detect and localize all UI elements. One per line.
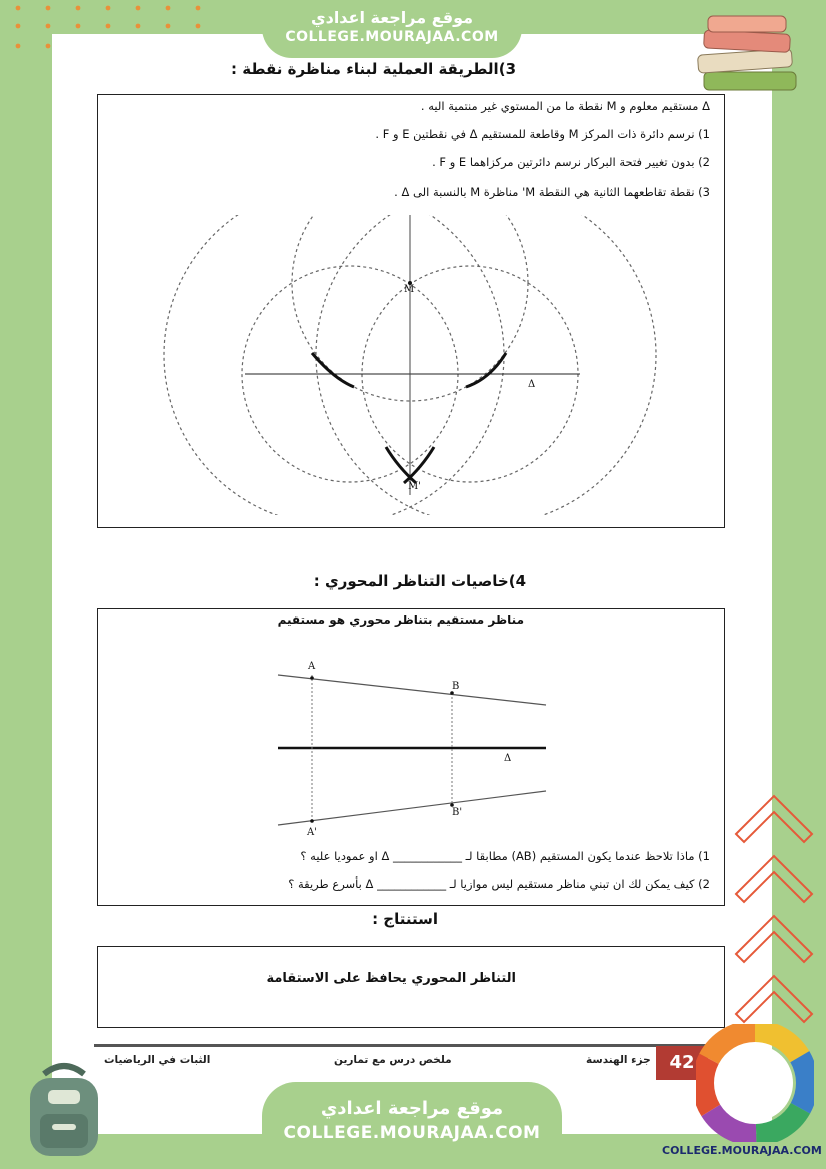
large-circle-left xyxy=(164,185,504,525)
site-badge-top[interactable] xyxy=(262,0,522,58)
label-b-prime: B' xyxy=(452,807,463,818)
line-a-prime-b-prime xyxy=(278,791,546,825)
site-name: موقع مراجعة اعدادي xyxy=(310,8,474,27)
label-b: B xyxy=(452,681,460,692)
label-delta: Δ xyxy=(504,753,512,764)
label-m-prime: M' xyxy=(408,481,421,492)
section3-box xyxy=(97,94,725,528)
site-domain: COLLEGE.MOURAJAA.COM xyxy=(283,1123,541,1143)
footer-center: ملخص درس مع تمارين xyxy=(334,1054,452,1066)
conclusion-box xyxy=(97,946,725,1028)
section4-box xyxy=(97,608,725,906)
site-logo-icon[interactable] xyxy=(696,1024,814,1142)
site-name: موقع مراجعة اعدادي xyxy=(320,1098,504,1119)
logo-text: COLLEGE.MOURAJAA.COM xyxy=(662,1144,822,1157)
label-a-prime: A' xyxy=(307,827,317,838)
instruction-line: Δ مستقيم معلوم و M نقطة ما من المستوي غير منتمية اليه . xyxy=(420,99,710,113)
arc-mprime-right xyxy=(404,447,434,483)
arc-f xyxy=(466,353,506,387)
backpack-icon xyxy=(14,1060,114,1160)
line-ab xyxy=(278,675,546,705)
section4-heading: 4)خاصيات التناظر المحوري : xyxy=(313,572,526,590)
box-title: مناظر مستقيم بتناظر محوري هو مستقيم xyxy=(277,613,524,627)
conclusion-text: التناظر المحوري يحافظ على الاستقامة xyxy=(266,971,516,986)
question-line: 2) كيف يمكن لك ان تبني مناظر مستقيم ليس موازيا لـ ____________ Δ بأسرع طريقة ؟ xyxy=(288,877,710,891)
point-a xyxy=(310,676,314,680)
instruction-line: 1) نرسم دائرة ذات المركز M وقاطعة للمستقيم Δ في نقطتين E و F . xyxy=(375,127,710,141)
instruction-line: 2) بدون تغيير فتحة البركار نرسم دائرتين مركزاهما E و F . xyxy=(432,155,710,169)
books-icon xyxy=(694,12,804,96)
site-badge-bottom[interactable] xyxy=(262,1082,562,1169)
footer-divider xyxy=(94,1044,726,1047)
label-m: M xyxy=(404,284,415,295)
label-delta: Δ xyxy=(528,379,536,390)
instruction-line: 3) نقطة تقاطعهما الثانية هي النقطة M' مناظرة M بالنسبة الى Δ . xyxy=(394,185,710,199)
conclusion-heading: استنتاج : xyxy=(372,910,438,928)
question-line: 1) ماذا تلاحظ عندما يكون المستقيم (AB) مطابقا لـ ____________ Δ او عموديا عليه ؟ xyxy=(300,849,710,863)
footer-left: الثبات في الرياضيات xyxy=(104,1054,211,1066)
page-number: 42 xyxy=(656,1046,708,1080)
section3-heading: 3)الطريقة العملية لبناء مناظرة نقطة : xyxy=(231,60,516,78)
point-a-prime xyxy=(310,819,314,823)
construction-figure xyxy=(98,95,724,527)
site-domain: COLLEGE.MOURAJAA.COM xyxy=(285,29,499,45)
large-circle-right xyxy=(316,185,656,525)
chevron-decoration xyxy=(732,790,822,1040)
label-a: A xyxy=(308,661,316,672)
footer-right: جزء الهندسة xyxy=(586,1054,651,1066)
